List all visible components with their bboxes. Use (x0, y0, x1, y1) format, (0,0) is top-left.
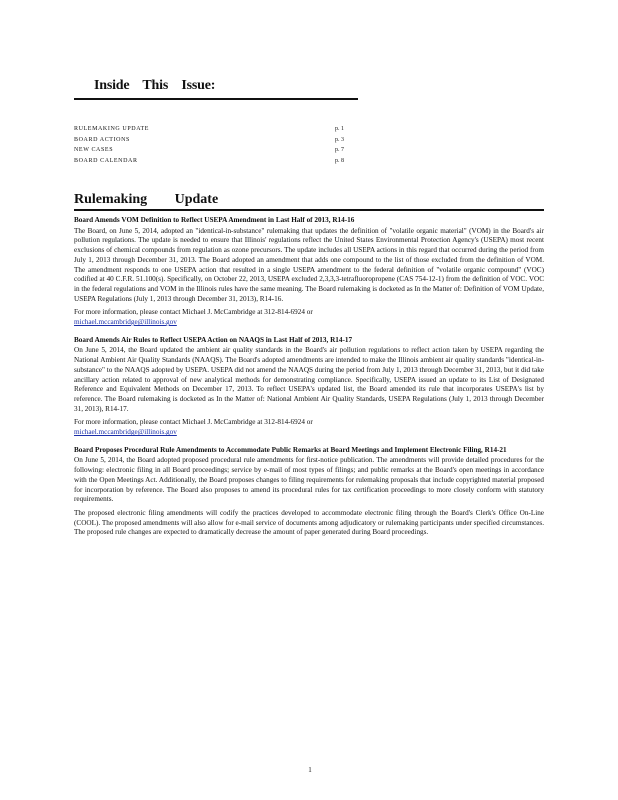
contact-line: For more information, please contact Michael J. McCambridge at 312-814-6924 or (74, 308, 313, 317)
toc-item[interactable] (74, 145, 344, 156)
toc-item-page: p. 8 (335, 157, 344, 164)
toc-item[interactable] (74, 156, 344, 167)
toc-item[interactable] (74, 124, 344, 135)
toc-item-page: p. 7 (335, 147, 344, 153)
article-body: The Board, on June 5, 2014, adopted an "identical-in-substance" rulemaking that updates the definition of "volatile organic material" (VOM) in the Board's air pollution regulations. The update is needed to ensure that Illinois' regulations reflect the United States Environmental Protection Agency's (USEPA) most recent exclusions of chemical compounds from regulation as ozone precursors. The update includes all USEPA actions in this regard that occurred during the period from July 1, 2013 through December 31, 2013. The Board adopted an amendment that adds one compound to the list of those excluded from the definition of VOM. The amendment responds to one USEPA action that resulted in a single USEPA amendment to the federal definition of "volatile organic compound" (VOC) codified at 40 C.F.R. 51.100(s). Specifically, on October 22, 2013, USEPA excluded 2,3,3,3-tetrafluoropropene (CAS 754-12-1) from the definition of VOC. VOC in the federal regulations and VOM in the Illinois rules have the same meaning. The Board rulemaking is docketed as In the Matter of: Definition of VOM Update, USEPA Regulations (July 1, 2013 through December 31, 2013), R14-16. (74, 226, 544, 303)
contact-email-link[interactable]: michael.mccambridge@illinois.gov (74, 428, 177, 437)
article-body: On June 5, 2014, the Board updated the ambient air quality standards in the Board's air pollution regulations to reflect action taken by USEPA regarding the National Ambient Air Quality Standards (NAAQS). The Board's adopted amendments are intended to make the Illinois ambient air quality standards "identical-in-substance" to the NAAQS adopted by USEPA. USEPA did not amend the NAAQS during the period from July 1, 2013 through December 31, 2013, but it did take ancillary action related to approval of new analytical methods for demonstrating compliance. Specifically, USEPA issued an update to its List of Designated Reference and Equivalent Methods on December 17, 2013. To reflect USEPA's updated list, the Board amended its rule that incorporates USEPA's list by reference. The Board rulemaking is docketed as In the Matter of: National Ambient Air Quality Standards, USEPA Regulations (July 1, 2013 through December 31, 2013), R14-17. (74, 346, 544, 413)
inside-issue-title: Inside This Issue: (94, 78, 216, 93)
toc-item-page: p. 3 (335, 136, 344, 143)
section-content (74, 216, 544, 538)
contact-line: For more information, please contact Michael J. McCambridge at 312-814-6924 or (74, 418, 313, 427)
toc-item-page: p. 1 (335, 126, 344, 132)
toc-item[interactable] (74, 135, 344, 146)
page-number: 1 (308, 766, 312, 774)
article-heading: Board Amends VOM Definition to Reflect USEPA Amendment in Last Half of 2013, R14-16 (74, 216, 355, 224)
table-of-contents (74, 124, 344, 166)
article-heading: Board Proposes Procedural Rule Amendments to Accommodate Public Remarks at Board Meetings and Implement Electronic Filing, R14-21 (74, 445, 507, 454)
section-divider (74, 209, 544, 211)
article-body: On June 5, 2014, the Board adopted proposed procedural rule amendments for first-notice publication. The amendments will provide detailed procedures for the following: electronic filing in all Board proceedings; service by e-mail of most types of filings; and public remarks at the Board's open meetings in accordance with the Open Meetings Act. Additionally, the Board proposes changes to filing requirements for rulemaking proposals that include copyrighted material proposed for incorporation by reference. The Board also proposes to amend its procedural rules for tax certification proceedings to more closely conform with statutory requirements. (74, 456, 544, 504)
toc-item-label: BOARD CALENDAR (74, 157, 138, 164)
title-divider (74, 98, 358, 100)
contact-email-link[interactable]: michael.mccambridge@illinois.gov (74, 318, 177, 327)
toc-item-label: BOARD ACTIONS (74, 136, 130, 143)
article-body: The proposed electronic filing amendments will codify the practices developed to accommodate electronic filing through the Board's Clerk's Office On-Line (COOL). The proposed amendments will also allow for e-mail service of documents among adjudicatory or rulemaking participants under specified circumstances. The proposed rule changes are expected to dramatically decrease the amount of paper generated during Board proceedings. (74, 508, 544, 537)
article-heading: Board Amends Air Rules to Reflect USEPA Action on NAAQS in Last Half of 2013, R14-17 (74, 335, 353, 344)
section-title: Rulemaking Update (74, 192, 219, 207)
toc-item-label: NEW CASES (74, 147, 114, 153)
toc-item-label: RULEMAKING UPDATE (74, 126, 150, 132)
